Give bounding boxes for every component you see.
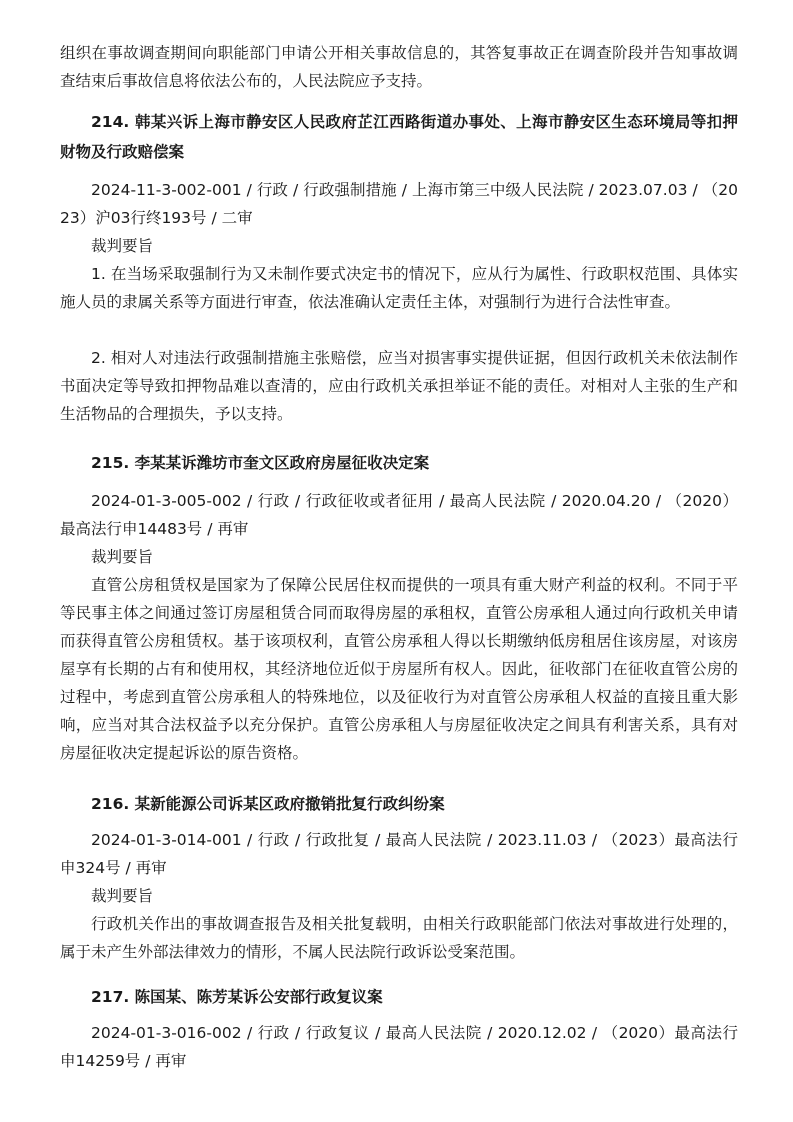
case-summary-label-216: 裁判要旨: [91, 887, 154, 905]
case-meta-217: 2024-01-3-016-002 / 行政 / 行政复议 / 最高人民法院 / 2020.12.02 / （2020）最高法行申14259号 / 再审: [60, 1024, 738, 1070]
case-meta-215: 2024-01-3-005-002 / 行政 / 行政征收或者征用 / 最高人民法院 / 2020.04.20 / （2020）最高法行申14483号 / 再审: [60, 492, 738, 538]
case-paragraph-214-2: 2. 相对人对违法行政强制措施主张赔偿，应当对损害事实提供证据，但因行政机关未依法制作书面决定等导致扣押物品难以查清的，应由行政机关承担举证不能的责任。对相对人主张的生产和生活物品的合理损失，予以支持。: [60, 349, 738, 423]
intro-paragraph: 组织在事故调查期间向职能部门申请公开相关事故信息的，其答复事故正在调查阶段并告知事故调查结束后事故信息将依法公布的，人民法院应予支持。: [60, 44, 738, 90]
case-paragraph-214-1: 1. 在当场采取强制行为又未制作要式决定书的情况下，应从行为属性、行政职权范围、具体实施人员的隶属关系等方面进行审查，依法准确认定责任主体，对强制行为进行合法性审查。: [60, 265, 738, 311]
case-title-217: 217. 陈国某、陈芳某诉公安部行政复议案: [91, 988, 383, 1006]
case-summary-label-214: 裁判要旨: [91, 237, 154, 255]
case-meta-214: 2024-11-3-002-001 / 行政 / 行政强制措施 / 上海市第三中级人民法院 / 2023.07.03 / （2023）沪03行终193号 / 二审: [60, 181, 738, 227]
case-title-216: 216. 某新能源公司诉某区政府撤销批复行政纠纷案: [91, 795, 445, 813]
case-title-214: 214. 韩某兴诉上海市静安区人民政府芷江西路街道办事处、上海市静安区生态环境局等扣押财物及行政赔偿案: [60, 113, 738, 161]
case-paragraph-216-1: 行政机关作出的事故调查报告及相关批复载明，由相关行政职能部门依法对事故进行处理的，属于未产生外部法律效力的情形，不属人民法院行政诉讼受案范围。: [60, 915, 738, 961]
case-summary-label-215: 裁判要旨: [91, 548, 154, 566]
case-title-215: 215. 李某某诉潍坊市奎文区政府房屋征收决定案: [91, 454, 430, 472]
case-meta-216: 2024-01-3-014-001 / 行政 / 行政批复 / 最高人民法院 / 2023.11.03 / （2023）最高法行申324号 / 再审: [60, 831, 738, 877]
case-paragraph-215-1: 直管公房租赁权是国家为了保障公民居住权而提供的一项具有重大财产利益的权利。不同于平等民事主体之间通过签订房屋租赁合同而取得房屋的承租权，直管公房承租人通过向行政机关申请而获得直管公房租赁权。基于该项权利，直管公房承租人得以长期缴纳低房租居住该房屋，对该房屋享有长期的占有和使用权，其经济地位近似于房屋所有权人。因此，征收部门在征收直管公房的过程中，考虑到直管公房承租人的特殊地位，以及征收行为对直管公房承租人权益的直接且重大影响，应当对其合法权益予以充分保护。直管公房承租人与房屋征收决定之间具有利害关系，具有对房屋征收决定提起诉讼的原告资格。: [60, 576, 738, 762]
